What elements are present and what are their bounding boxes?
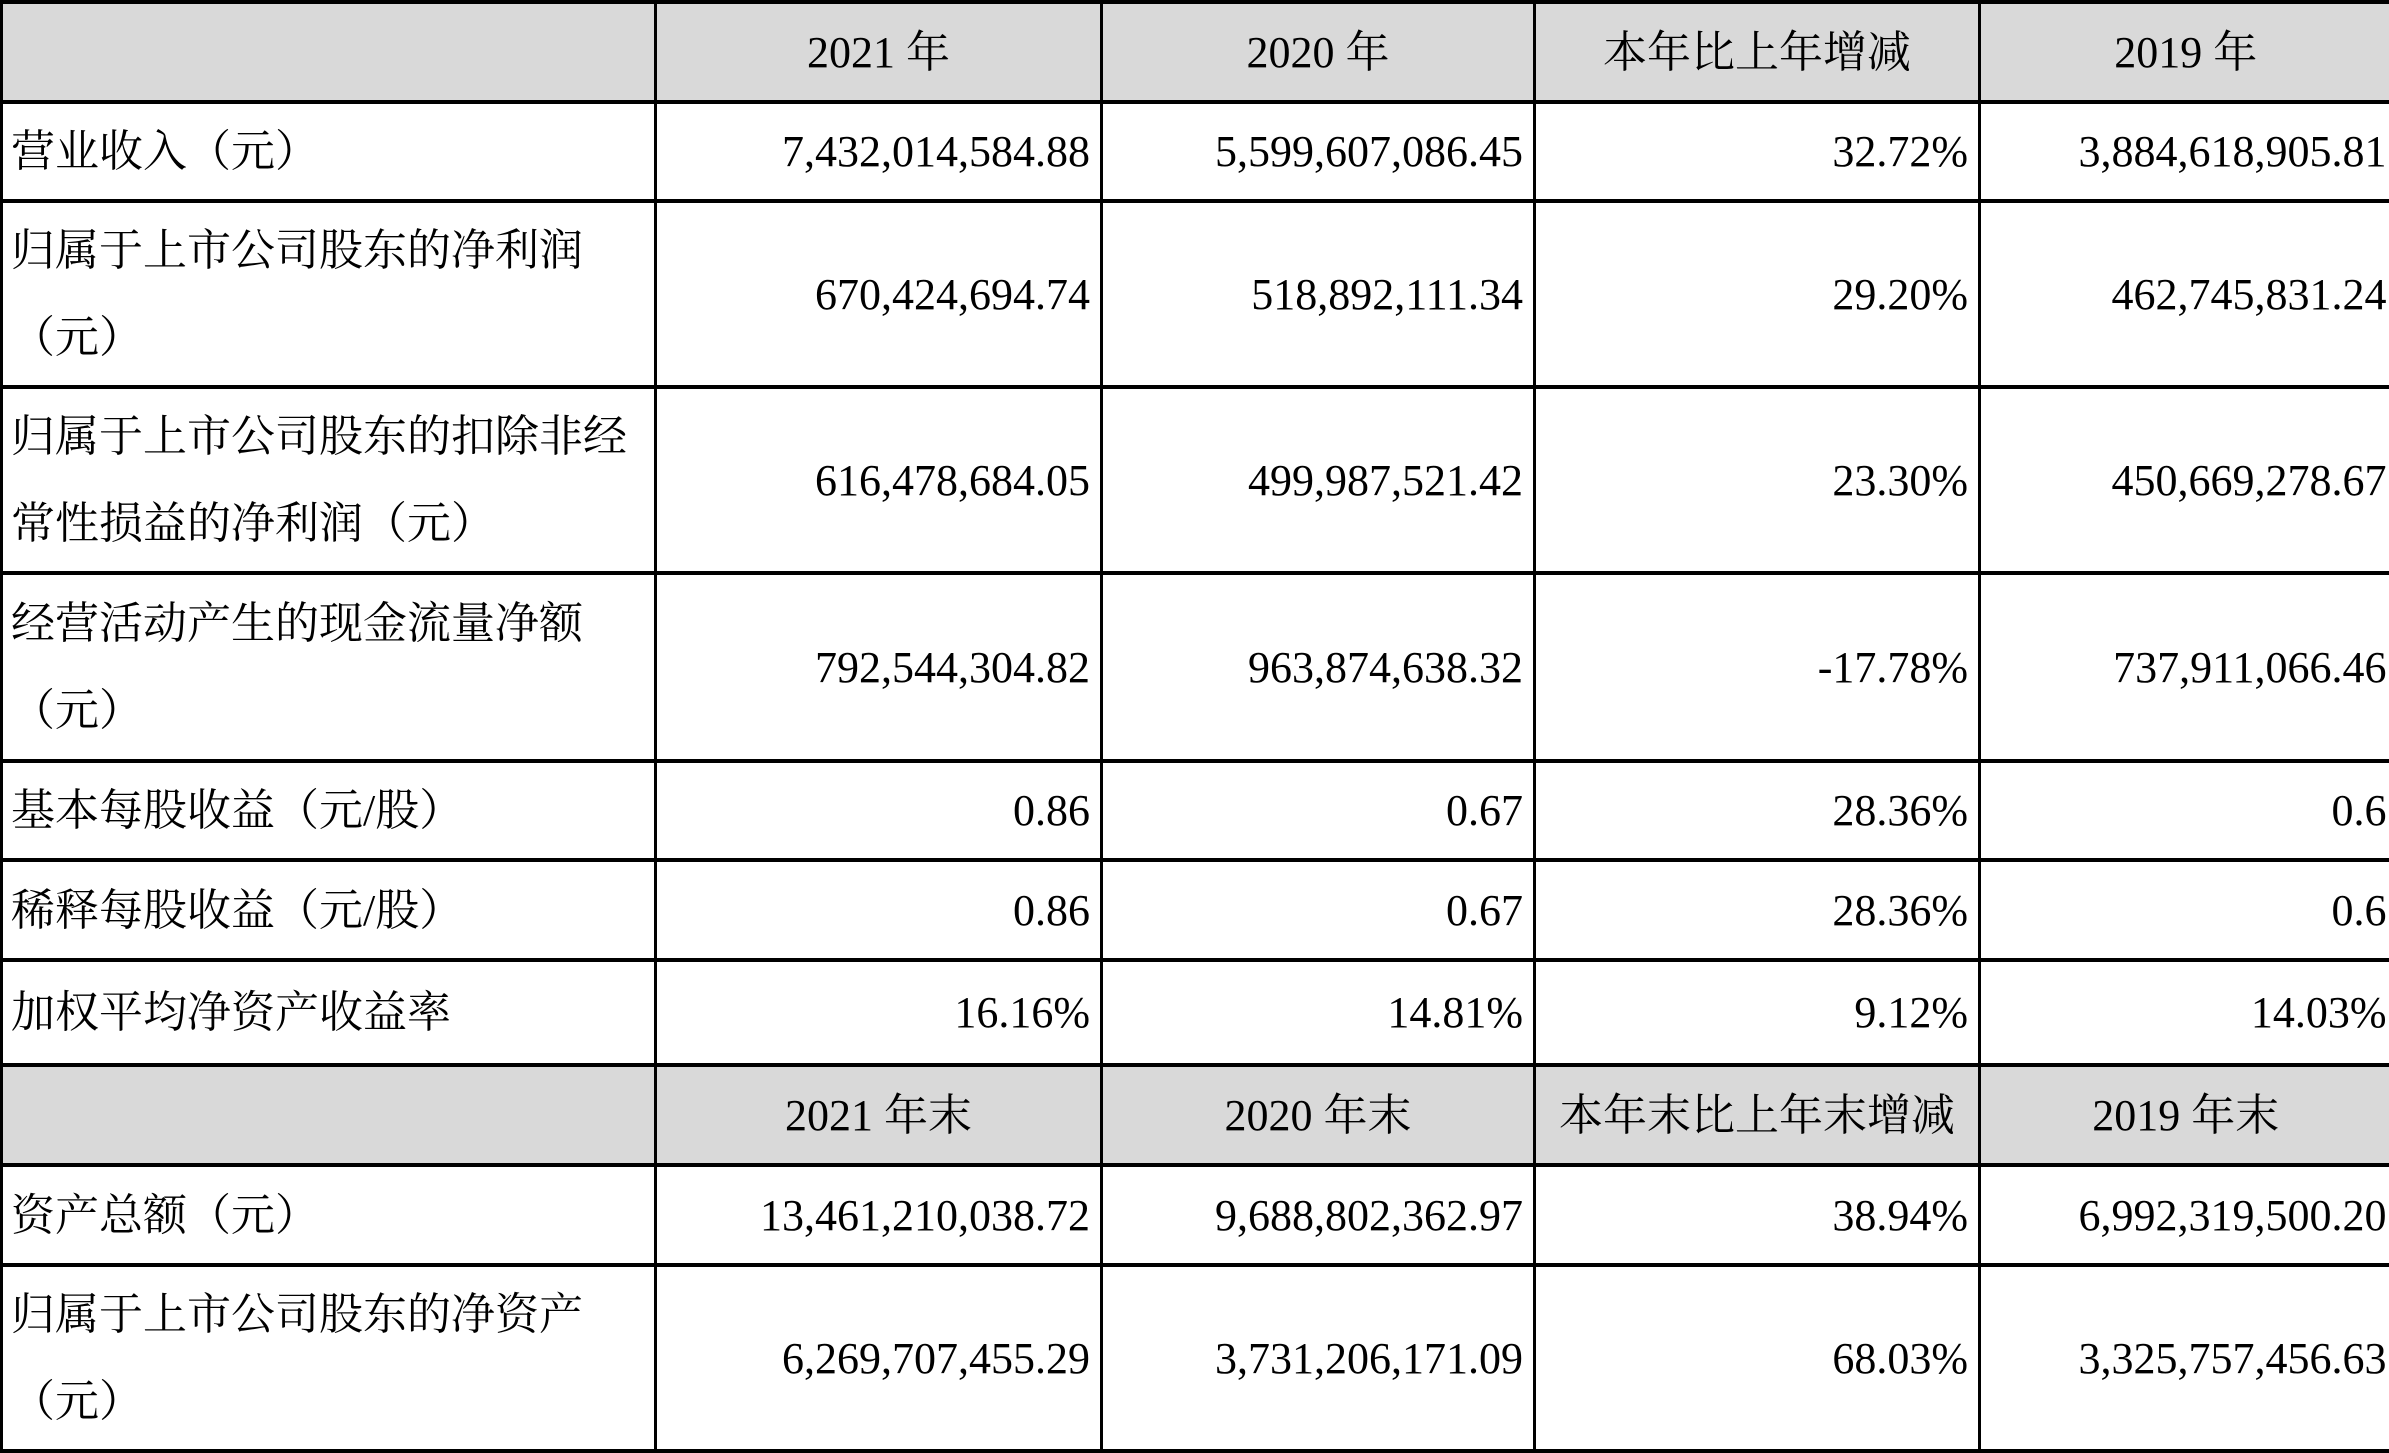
row-label-cell: 资产总额（元） (2, 1165, 656, 1265)
value-2019-cell: 6,992,319,500.20 (1980, 1165, 2389, 1265)
value-change-cell: 68.03% (1535, 1265, 1980, 1451)
row-operating-cash-flow (2, 573, 2389, 761)
row-diluted-eps (2, 860, 2389, 960)
value-change-cell: 28.36% (1535, 761, 1980, 860)
row-label-cell: 归属于上市公司股东的净资产（元） (2, 1265, 656, 1451)
row-basic-eps (2, 761, 2389, 860)
value-2021-cell: 670,424,694.74 (656, 201, 1102, 387)
value-2021-cell: 13,461,210,038.72 (656, 1165, 1102, 1265)
col-header-2019: 2019 年 (1980, 2, 2389, 102)
value-change-cell: 38.94% (1535, 1165, 1980, 1265)
value-2019-cell: 737,911,066.46 (1980, 573, 2389, 761)
row-label-cell: 基本每股收益（元/股） (2, 761, 656, 860)
value-2021-cell: 616,478,684.05 (656, 387, 1102, 573)
value-2019-cell: 14.03% (1980, 960, 2389, 1065)
value-change-cell: 28.36% (1535, 860, 1980, 960)
value-2021-cell: 6,269,707,455.29 (656, 1265, 1102, 1451)
value-2021-cell: 16.16% (656, 960, 1102, 1065)
row-label-cell: 稀释每股收益（元/股） (2, 860, 656, 960)
value-change-cell: -17.78% (1535, 573, 1980, 761)
value-2019-cell: 462,745,831.24 (1980, 201, 2389, 387)
col-header-yoy-change: 本年比上年增减 (1535, 2, 1980, 102)
value-2021-cell: 0.86 (656, 761, 1102, 860)
col-header-yoy-end-change: 本年末比上年末增减 (1535, 1065, 1980, 1165)
row-net-profit-ex-nonrecurring (2, 387, 2389, 573)
value-2020-cell: 0.67 (1102, 860, 1535, 960)
value-2021-cell: 0.86 (656, 860, 1102, 960)
value-change-cell: 29.20% (1535, 201, 1980, 387)
value-2019-cell: 3,884,618,905.81 (1980, 102, 2389, 201)
period-end-header-row (2, 1065, 2389, 1165)
period-header-row (2, 2, 2389, 102)
row-total-assets (2, 1165, 2389, 1265)
row-label-cell: 归属于上市公司股东的扣除非经常性损益的净利润（元） (2, 387, 656, 573)
row-net-profit (2, 201, 2389, 387)
value-change-cell: 9.12% (1535, 960, 1980, 1065)
row-weighted-avg-roe (2, 960, 2389, 1065)
value-2020-cell: 5,599,607,086.45 (1102, 102, 1535, 201)
value-2019-cell: 3,325,757,456.63 (1980, 1265, 2389, 1451)
col-header-2020-end: 2020 年末 (1102, 1065, 1535, 1165)
value-2020-cell: 14.81% (1102, 960, 1535, 1065)
col-header-2021-end: 2021 年末 (656, 1065, 1102, 1165)
row-label-cell: 营业收入（元） (2, 102, 656, 201)
row-operating-revenue (2, 102, 2389, 201)
value-change-cell: 32.72% (1535, 102, 1980, 201)
value-2020-cell: 518,892,111.34 (1102, 201, 1535, 387)
col-header-2019-end: 2019 年末 (1980, 1065, 2389, 1165)
value-2019-cell: 450,669,278.67 (1980, 387, 2389, 573)
value-2020-cell: 499,987,521.42 (1102, 387, 1535, 573)
col-header-2020: 2020 年 (1102, 2, 1535, 102)
corner-cell (2, 1065, 656, 1165)
value-2020-cell: 963,874,638.32 (1102, 573, 1535, 761)
col-header-2021: 2021 年 (656, 2, 1102, 102)
row-net-assets (2, 1265, 2389, 1451)
row-label-cell: 加权平均净资产收益率 (2, 960, 656, 1065)
row-label-cell: 归属于上市公司股东的净利润（元） (2, 201, 656, 387)
value-2020-cell: 9,688,802,362.97 (1102, 1165, 1535, 1265)
value-2020-cell: 0.67 (1102, 761, 1535, 860)
value-2021-cell: 792,544,304.82 (656, 573, 1102, 761)
value-change-cell: 23.30% (1535, 387, 1980, 573)
corner-cell (2, 2, 656, 102)
value-2020-cell: 3,731,206,171.09 (1102, 1265, 1535, 1451)
value-2019-cell: 0.6 (1980, 761, 2389, 860)
row-label-cell: 经营活动产生的现金流量净额（元） (2, 573, 656, 761)
value-2021-cell: 7,432,014,584.88 (656, 102, 1102, 201)
value-2019-cell: 0.6 (1980, 860, 2389, 960)
